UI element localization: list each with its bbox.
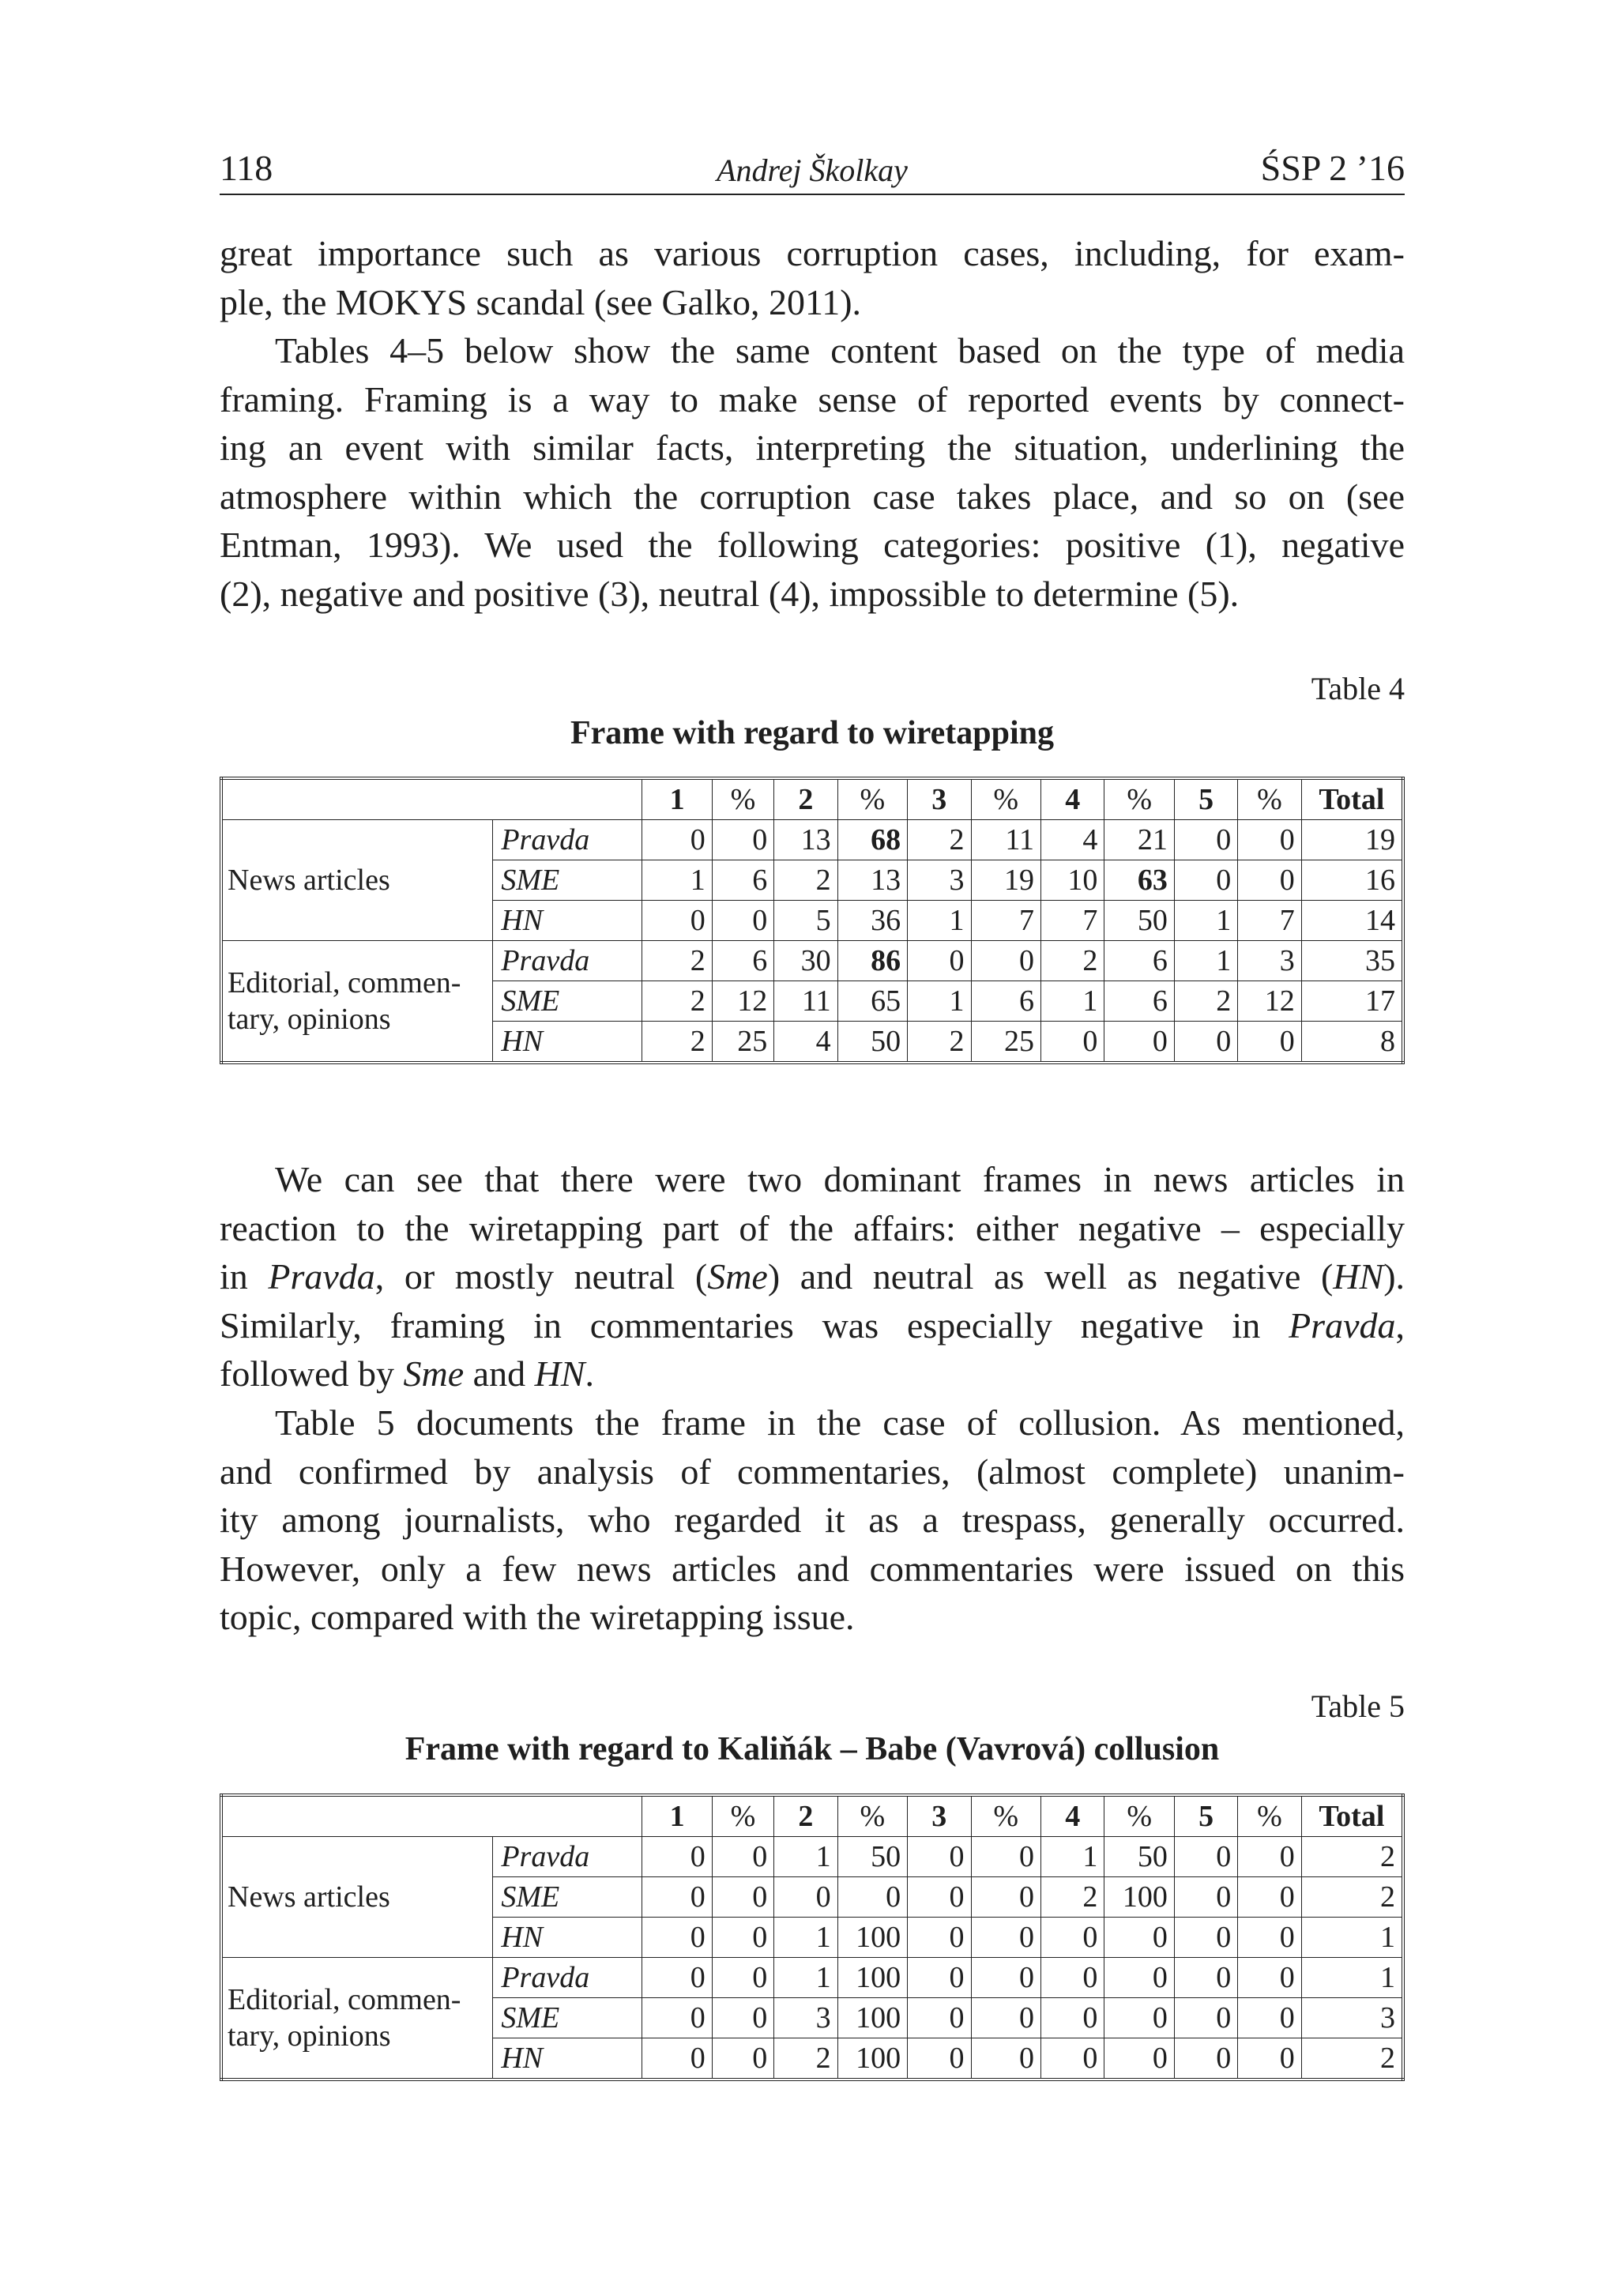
column-header: % [1104,1795,1174,1837]
italic-segment: Sme [403,1353,465,1394]
value-cell: 0 [1104,1022,1174,1063]
value-cell: 0 [1040,2038,1104,2080]
value-cell: 7 [971,901,1040,941]
value-cell: 0 [971,2038,1040,2080]
paragraph-intro [220,229,1405,326]
text-line: and confirmed by analysis of commentaries, (almost complete) unanim- [220,1451,1405,1492]
value-cell: 1 [1301,1918,1403,1958]
table-row [221,1958,1403,1998]
value-cell: 3 [774,1998,837,2038]
running-author: Andrej Školkay [717,152,908,188]
value-cell: 1 [908,901,971,941]
value-cell: 1 [1040,981,1104,1022]
value-cell: 0 [642,1918,712,1958]
column-header: Total [1301,1795,1403,1837]
row-group-label: Editorial, commen-tary, opinions [221,941,493,1063]
source-cell: SME [493,1998,642,2038]
value-cell: 2 [1301,2038,1403,2080]
row-group-label: News articles [221,1837,493,1958]
value-cell: 86 [837,941,907,981]
table5 [220,1794,1405,2081]
value-cell: 0 [642,1958,712,1998]
column-header: % [1104,778,1174,820]
value-cell: 100 [837,2038,907,2080]
value-cell: 5 [774,901,837,941]
source-cell: Pravda [493,820,642,860]
value-cell: 100 [837,1998,907,2038]
italic-segment: Sme [707,1256,768,1297]
value-cell: 6 [712,860,773,901]
header-blank-cell [221,778,642,820]
column-header: 2 [774,778,837,820]
source-cell: SME [493,981,642,1022]
journal-issue: ŚSP 2 ’16 [1260,148,1405,188]
value-cell: 0 [971,1958,1040,1998]
value-cell: 4 [774,1022,837,1063]
value-cell: 11 [971,820,1040,860]
italic-segment: Pravda [268,1256,375,1297]
value-cell: 0 [1040,1958,1104,1998]
text-line: ple, the MOKYS scandal (see Galko, 2011). [220,281,862,322]
value-cell: 2 [1301,1877,1403,1918]
text-line: reaction to the wiretapping part of the affairs: either negative – especially [220,1207,1405,1248]
column-header: 4 [1040,778,1104,820]
source-cell: HN [493,1918,642,1958]
source-cell: SME [493,1877,642,1918]
value-cell: 0 [971,1877,1040,1918]
table-row [221,1837,1403,1877]
value-cell: 0 [837,1877,907,1918]
value-cell: 0 [1238,860,1301,901]
value-cell: 2 [1301,1837,1403,1877]
value-cell: 0 [908,1998,971,2038]
value-cell: 0 [1174,1022,1237,1063]
value-cell: 0 [642,820,712,860]
column-header: 3 [908,1795,971,1837]
value-cell: 50 [837,1022,907,1063]
value-cell: 2 [1040,1877,1104,1918]
value-cell: 65 [837,981,907,1022]
source-cell: Pravda [493,1958,642,1998]
value-cell: 4 [1040,820,1104,860]
text-segment: Similarly, framing in commentaries was especially negative in [220,1304,1289,1346]
value-cell: 0 [1174,1877,1237,1918]
value-cell: 2 [774,860,837,901]
value-cell: 0 [712,901,773,941]
value-cell: 0 [1238,2038,1301,2080]
value-cell: 0 [1104,1918,1174,1958]
value-cell: 7 [1238,901,1301,941]
text-segment: . [585,1353,594,1394]
value-cell: 6 [712,941,773,981]
source-cell: HN [493,901,642,941]
text-line: great importance such as various corruption cases, including, for exam- [220,233,1405,273]
table5-label: Table 5 [1311,1688,1405,1724]
column-header: Total [1301,778,1403,820]
text-segment: ) and neutral as well as negative ( [767,1256,1334,1297]
text-line [220,1252,1405,1301]
value-cell: 0 [971,941,1040,981]
value-cell: 0 [712,1877,773,1918]
value-cell: 0 [971,1998,1040,2038]
value-cell: 0 [712,820,773,860]
source-cell: Pravda [493,941,642,981]
value-cell: 19 [1301,820,1403,860]
value-cell: 0 [1174,1837,1237,1877]
value-cell: 0 [908,1837,971,1877]
value-cell: 2 [774,2038,837,2080]
value-cell: 0 [1174,1998,1237,2038]
value-cell: 3 [1301,1998,1403,2038]
page-number: 118 [220,148,273,188]
text-line: atmosphere within which the corruption case takes place, and so on (see [220,476,1405,517]
column-header: % [971,778,1040,820]
column-header: 2 [774,1795,837,1837]
source-cell: HN [493,1022,642,1063]
value-cell: 1 [1301,1958,1403,1998]
value-cell: 0 [1104,1998,1174,2038]
value-cell: 0 [1040,1022,1104,1063]
value-cell: 0 [1040,1998,1104,2038]
value-cell: 6 [971,981,1040,1022]
text-line: (2), negative and positive (3), neutral (4), impossible to determine (5). [220,573,1240,614]
value-cell: 11 [774,981,837,1022]
value-cell: 36 [837,901,907,941]
text-line: framing. Framing is a way to make sense of reported events by connect- [220,378,1405,420]
value-cell: 100 [837,1918,907,1958]
value-cell: 3 [908,860,971,901]
value-cell: 0 [1238,820,1301,860]
value-cell: 0 [1104,2038,1174,2080]
value-cell: 0 [1174,1918,1237,1958]
value-cell: 12 [1238,981,1301,1022]
value-cell: 3 [1238,941,1301,981]
value-cell: 1 [1174,901,1237,941]
column-header: % [1238,778,1301,820]
column-header: 5 [1174,778,1237,820]
table4-title: Frame with regard to wiretapping [570,715,1055,751]
value-cell: 25 [712,1022,773,1063]
table-row [221,941,1403,981]
paragraph-framing [220,326,1405,618]
value-cell: 63 [1104,860,1174,901]
value-cell: 13 [837,860,907,901]
text-segment: and [464,1353,535,1394]
value-cell: 50 [837,1837,907,1877]
value-cell: 50 [1104,901,1174,941]
value-cell: 6 [1104,941,1174,981]
column-header: % [971,1795,1040,1837]
value-cell: 0 [1174,860,1237,901]
value-cell: 2 [642,981,712,1022]
value-cell: 14 [1301,901,1403,941]
value-cell: 17 [1301,981,1403,1022]
value-cell: 35 [1301,941,1403,981]
value-cell: 0 [712,1918,773,1958]
value-cell: 13 [774,820,837,860]
value-cell: 0 [1238,1958,1301,1998]
text-line: ity among journalists, who regarded it as a trespass, generally occurred. [220,1500,1405,1540]
row-group-label: Editorial, commen-tary, opinions [221,1958,493,2080]
column-header: 3 [908,778,971,820]
text-line: Tables 4–5 below show the same content based on the type of media [275,330,1405,371]
value-cell: 1 [642,860,712,901]
source-cell: HN [493,2038,642,2080]
value-cell: 2 [642,1022,712,1063]
text-line: Entman, 1993). We used the following categories: positive (1), negative [220,525,1405,565]
value-cell: 10 [1040,860,1104,901]
value-cell: 0 [1238,1022,1301,1063]
value-cell: 0 [1040,1918,1104,1958]
table5-title: Frame with regard to Kaliňák – Babe (Vavrová) collusion [404,1731,1220,1767]
source-cell: SME [493,860,642,901]
value-cell: 0 [1238,1998,1301,2038]
paragraph-wiretapping-analysis [220,1155,1405,1398]
column-header: 5 [1174,1795,1237,1837]
value-cell: 0 [1238,1918,1301,1958]
value-cell: 100 [1104,1877,1174,1918]
italic-segment: Pravda [1289,1304,1396,1346]
value-cell: 68 [837,820,907,860]
value-cell: 0 [1238,1877,1301,1918]
value-cell: 2 [1174,981,1237,1022]
table4-label: Table 4 [1311,671,1405,706]
value-cell: 1 [1174,941,1237,981]
text-line: Table 5 documents the frame in the case of collusion. As mentioned, [275,1402,1405,1443]
column-header: % [837,1795,907,1837]
value-cell: 0 [642,1998,712,2038]
table-header-row [221,778,1403,820]
text-segment: , [1395,1304,1405,1346]
text-segment: in [220,1256,269,1297]
value-cell: 0 [908,2038,971,2080]
paragraph-collusion [220,1398,1405,1642]
value-cell: 6 [1104,981,1174,1022]
value-cell: 0 [712,1958,773,1998]
value-cell: 0 [774,1877,837,1918]
column-header: % [1238,1795,1301,1837]
value-cell: 100 [837,1958,907,1998]
value-cell: 1 [774,1837,837,1877]
column-header: % [712,1795,773,1837]
value-cell: 12 [712,981,773,1022]
value-cell: 1 [774,1918,837,1958]
value-cell: 0 [642,2038,712,2080]
table-header-row [221,1795,1403,1837]
table-row [221,820,1403,860]
value-cell: 16 [1301,860,1403,901]
value-cell: 0 [712,1837,773,1877]
italic-segment: HN [1333,1256,1384,1297]
header-blank-cell [221,1795,642,1837]
column-header: 1 [642,1795,712,1837]
text-segment: followed by [220,1353,404,1394]
value-cell: 1 [1040,1837,1104,1877]
value-cell: 0 [642,1837,712,1877]
value-cell: 0 [642,901,712,941]
value-cell: 50 [1104,1837,1174,1877]
source-cell: Pravda [493,1837,642,1877]
row-group-label: News articles [221,820,493,941]
value-cell: 0 [712,1998,773,2038]
value-cell: 0 [908,941,971,981]
value-cell: 7 [1040,901,1104,941]
value-cell: 0 [642,1877,712,1918]
value-cell: 2 [908,1022,971,1063]
value-cell: 1 [908,981,971,1022]
value-cell: 0 [908,1958,971,1998]
value-cell: 0 [1174,820,1237,860]
column-header: % [837,778,907,820]
value-cell: 2 [642,941,712,981]
value-cell: 0 [712,2038,773,2080]
value-cell: 0 [971,1918,1040,1958]
value-cell: 1 [774,1958,837,1998]
text-line: ing an event with similar facts, interpreting the situation, underlining the [220,427,1405,468]
text-segment: , or mostly neutral ( [374,1256,708,1297]
value-cell: 2 [1040,941,1104,981]
value-cell: 0 [1174,2038,1237,2080]
column-header: 4 [1040,1795,1104,1837]
value-cell: 21 [1104,820,1174,860]
text-line [220,1349,1405,1398]
column-header: % [712,778,773,820]
value-cell: 0 [971,1837,1040,1877]
italic-segment: HN [534,1353,585,1394]
text-line: topic, compared with the wiretapping issue. [220,1597,855,1637]
text-line: However, only a few news articles and commentaries were issued on this [220,1548,1405,1589]
running-header [220,146,1405,195]
value-cell: 2 [908,820,971,860]
table4 [220,777,1405,1064]
value-cell: 30 [774,941,837,981]
value-cell: 8 [1301,1022,1403,1063]
value-cell: 0 [1174,1958,1237,1998]
text-line: We can see that there were two dominant frames in news articles in [275,1159,1405,1199]
column-header: 1 [642,778,712,820]
value-cell: 0 [908,1918,971,1958]
value-cell: 0 [1238,1837,1301,1877]
value-cell: 25 [971,1022,1040,1063]
value-cell: 0 [1104,1958,1174,1998]
text-segment: ). [1383,1256,1405,1297]
value-cell: 0 [908,1877,971,1918]
text-line [220,1301,1405,1350]
value-cell: 19 [971,860,1040,901]
